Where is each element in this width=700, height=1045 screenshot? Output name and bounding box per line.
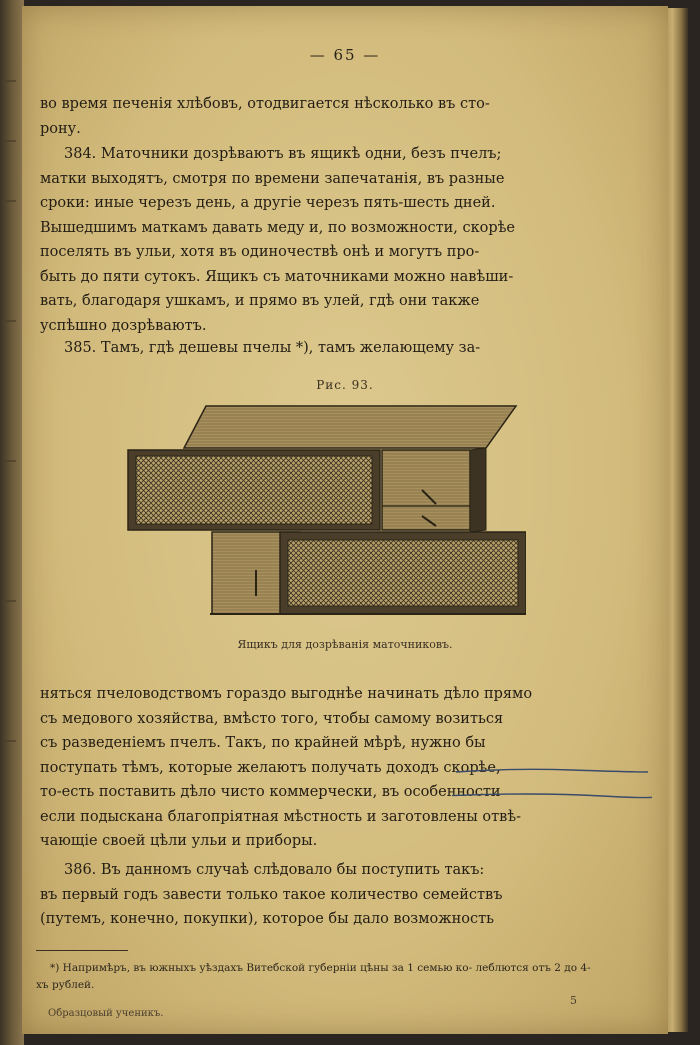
text-line: если подыскана благопріятная мѣстность и заготовлены отвѣ- [40,808,521,825]
text-line: съ разведеніемъ пчелъ. Такъ, по крайней мѣрѣ, нужно бы [40,735,486,751]
text-line: съ медового хозяйства, вмѣсто того, чтобы самому возиться [40,710,504,727]
text-line: матки выходятъ, смотря по времени запечатанія, въ разные [40,170,505,187]
paragraph-384 [40,142,618,338]
left-page-edge [0,0,24,1045]
text-line: успѣшно дозрѣваютъ. [40,317,207,334]
sheet-signature-number: 5 [570,994,577,1007]
text-line: сроки: иные черезъ день, а другіе черезъ пять-шесть дней. [40,195,496,211]
text-line: 385. Тамъ, гдѣ дешевы пчелы *), тамъ желающему за- [64,340,481,356]
text-line: (путемъ, конечно, покупки), которое бы дало возможность [40,911,494,927]
text-line: Вышедшимъ маткамъ давать меду и, по возможности, скорѣе [40,219,516,236]
page-number: — 65 — [309,46,381,64]
text-line: поселять въ ульи, хотя въ одиночествѣ онѣ и могутъ про- [40,244,480,260]
figure-caption: Ящикъ для дозрѣванія маточниковъ. [237,638,453,651]
book-page [22,6,668,1034]
text-line: рону. [40,120,81,137]
text-line: чающіе своей цѣли ульи и приборы. [40,833,318,849]
text-line: поступать тѣмъ, которые желаютъ получать доходъ скорѣе, [40,759,501,776]
text-line: въ первый годъ завести только такое количество семействъ [40,886,503,903]
text-line: быть до пяти сутокъ. Ящикъ съ маточниками можно навѣши- [40,268,514,285]
paragraph-385-start [40,336,618,361]
paragraph-top [40,92,618,141]
queen-cell-box-illustration [106,398,526,628]
figure-label: Рис. 93. [316,378,374,392]
footnote: *) Напримѣръ, въ южныхъ уѣздахъ Витебской губерніи цѣны за 1 семью ко- леблются отъ 2 до 4-хъ рублей. [36,962,591,991]
pen-underline-mark [452,766,652,810]
text-line: то-есть поставить дѣло чисто коммерчески, въ особенности [40,784,501,800]
paragraph-386 [40,858,618,932]
text-line: вать, благодаря ушкамъ, и прямо въ улей, гдѣ они также [40,293,480,309]
text-line: 386. Въ данномъ случаѣ слѣдовало бы поступить такъ: [64,862,485,878]
text-line: 384. Маточники дозрѣваютъ въ ящикѣ одни, безъ пчелъ; [64,146,502,162]
text-line: няться пчеловодствомъ гораздо выгоднѣе начинать дѣло прямо [40,686,533,702]
text-line: во время печенія хлѣбовъ, отодвигается нѣсколько въ сто- [40,96,490,112]
printer-signature: Образцовый ученикъ. [48,1008,164,1019]
footnote-rule [36,950,128,951]
